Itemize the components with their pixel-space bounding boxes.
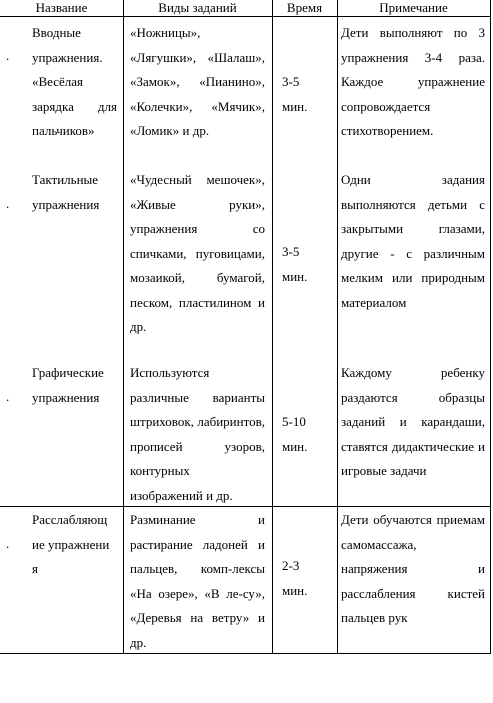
column-border <box>272 0 273 654</box>
column-border <box>337 0 338 654</box>
row-marker: . <box>6 536 10 551</box>
row-name: Расслабляющие упражнения <box>32 512 110 576</box>
row-time: 3-5 мин. <box>282 74 308 114</box>
column-border <box>123 0 124 654</box>
row-marker: . <box>6 389 10 404</box>
column-border <box>490 0 491 654</box>
row-marker: . <box>6 196 10 211</box>
row-time: 2-3 мин. <box>282 558 308 598</box>
row-note: Одни задания выполняются детьми с закрытыми глазами, другие - с различным мелким или природным материалом <box>341 172 485 310</box>
header-types: Виды заданий <box>158 0 237 15</box>
row-types: «Ножницы», «Лягушки», «Шалаш», «Замок», «Пианино», «Колечки», «Мячик», «Ломик» и др. <box>130 25 265 138</box>
row-note: Каждому ребенку раздаются образцы заданий и карандаши, ставятся дидактические и игровые задачи <box>341 365 485 478</box>
row-note: Дети выполняют по 3 упражнения 3-4 раза. Каждое упражнение сопровождается стихотворением. <box>341 25 485 138</box>
row-time: 5-10 мин. <box>282 414 308 454</box>
row-name: Графические упражнения <box>32 365 104 405</box>
row-types: «Чудесный мешочек», «Живые руки», упражнения со спичками, пуговицами, мозаикой, бумагой, песком, пластилином и др. <box>130 172 265 334</box>
header-name: Название <box>35 0 88 15</box>
row-time: 3-5 мин. <box>282 244 308 284</box>
row-types: Используются различные варианты штриховок, лабиринтов, прописей узоров, контурных изображений и др. <box>130 365 265 503</box>
header-time: Время <box>286 0 323 15</box>
row-name: Вводные упражнения. «Весёлая зарядка для пальчиков» <box>32 25 117 138</box>
row-types: Разминание и растирание ладоней и пальцев, комп-лексы «На озере», «В ле-су», «Деревья на ветру» и др. <box>130 512 265 650</box>
header-note: Примечание <box>379 0 448 15</box>
row-marker: . <box>6 48 10 63</box>
row-note: Дети обучаются приемам самомассажа, напряжения и расслабления кистей пальцев рук <box>341 512 485 625</box>
row-name: Тактильные упражнения <box>32 172 100 212</box>
